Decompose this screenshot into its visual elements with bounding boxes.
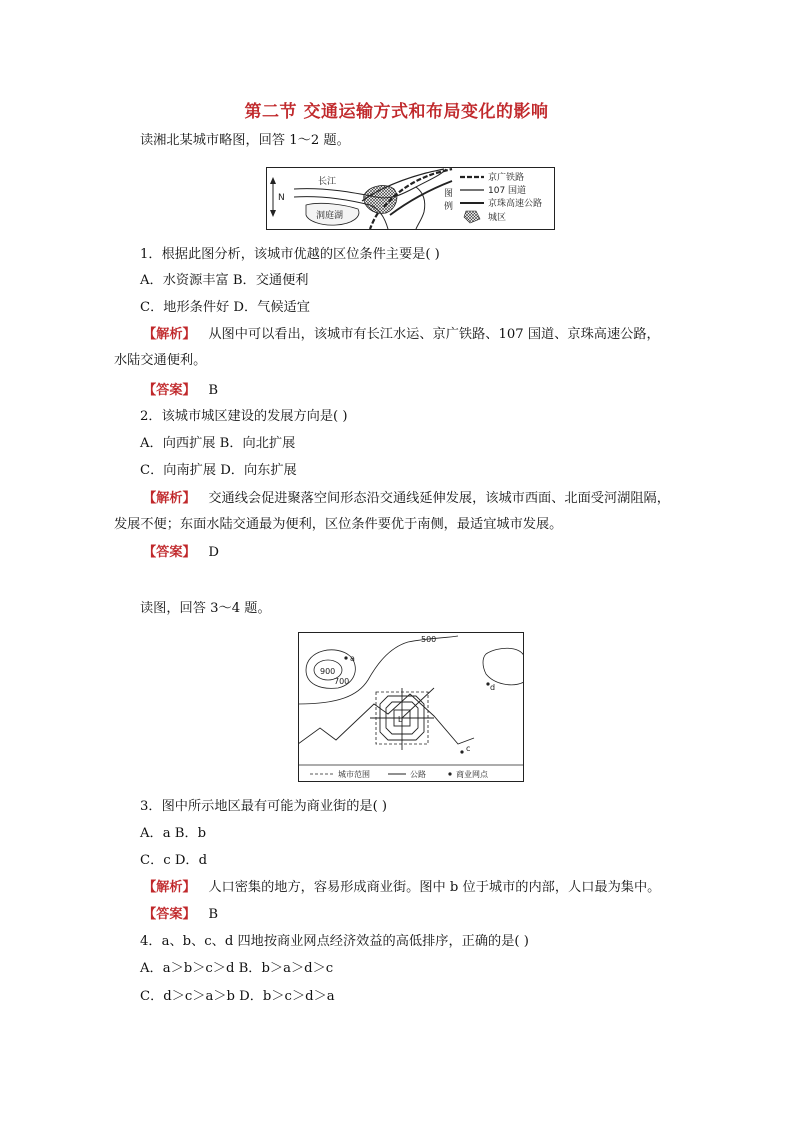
q3-analysis-tag: 【解析】 (143, 880, 196, 895)
q3-answer-tag: 【答案】 (143, 907, 196, 922)
point-c-dot (460, 750, 463, 753)
point-a-dot (344, 656, 347, 659)
intro-q1-2: 读湘北某城市略图，回答 1～2 题。 (140, 133, 350, 148)
q1-stem: 1．根据此图分析，该城市优越的区位条件主要是( ) (140, 247, 440, 262)
q1-answer-tag: 【答案】 (143, 383, 196, 398)
city-sketch-map (266, 167, 555, 230)
contour-900-label: 900 (320, 667, 336, 676)
contour-700-label: 700 (334, 677, 350, 686)
north-label: N (278, 193, 285, 203)
lake-label: 洞庭湖 (316, 211, 344, 221)
q1-answer: B (208, 383, 219, 398)
q2-answer: D (208, 545, 219, 560)
point-c: c (466, 744, 471, 753)
q2-analysis-line1 (143, 490, 670, 508)
q3-options-1: A．a B．b (140, 826, 207, 841)
q2-options-1: A．向西扩展 B．向北扩展 (140, 436, 296, 451)
q2-answer-line (143, 544, 219, 562)
q3-answer: B (208, 907, 219, 922)
q4-stem: 4．a、b、c、d 四地按商业网点经济效益的高低排序，正确的是( ) (140, 934, 529, 949)
legend-road-2: 公路 (410, 770, 426, 779)
legend-shop-symbol (448, 772, 451, 775)
q1-analysis-line1 (143, 326, 660, 344)
point-d: d (490, 683, 496, 692)
contour-city-map (298, 632, 524, 782)
q1-analysis-tag: 【解析】 (143, 327, 196, 342)
legend-expressway: 京珠高速公路 (488, 199, 543, 209)
q3-stem: 3．图中所示地区最有可能为商业街的是( ) (140, 799, 388, 814)
q2-analysis-tag: 【解析】 (143, 491, 196, 506)
q3-analysis-line1 (143, 879, 660, 897)
q1-options-1: A．水资源丰富 B．交通便利 (140, 273, 309, 288)
q4-options-2: C．d＞c＞a＞b D．b＞c＞d＞a (140, 989, 335, 1004)
legend-city: 城区 (488, 213, 507, 223)
legend-label-bottom: 例 (444, 202, 454, 212)
q3-answer-line (143, 906, 218, 924)
point-b: b (398, 715, 404, 724)
legend-road: 107 国道 (488, 186, 527, 196)
q1-analysis-text1: 从图中可以看出，该城市有长江水运、京广铁路、107 国道、京珠高速公路， (208, 327, 660, 342)
yangtze-label: 长江 (318, 177, 337, 187)
q4-options-1: A．a＞b＞c＞d B．b＞a＞d＞c (140, 961, 334, 976)
q2-analysis-text2: 发展不便；东面水陆交通最为便利，区位条件要优于南侧，最适宜城市发展。 (114, 517, 563, 532)
q1-analysis-text2: 水陆交通便利。 (114, 353, 207, 368)
contour-500-label: 500 (421, 635, 437, 644)
intro-q3-4: 读图，回答 3～4 题。 (140, 601, 271, 616)
q2-analysis-text1: 交通线会促进聚落空间形态沿交通线延伸发展，该城市西面、北面受河湖阻隔， (208, 491, 670, 506)
page-title: 第二节 交通运输方式和布局变化的影响 (244, 102, 549, 122)
legend-label-top: 图 (444, 189, 454, 199)
q3-options-2: C．c D．d (140, 853, 208, 868)
point-a: a (350, 654, 355, 663)
q3-analysis-text1: 人口密集的地方，容易形成商业街。图中 b 位于城市的内部，人口最为集中。 (208, 880, 661, 895)
legend-shop: 商业网点 (456, 770, 488, 779)
q2-options-2: C．向南扩展 D．向东扩展 (140, 463, 297, 478)
q2-answer-tag: 【答案】 (143, 545, 196, 560)
q1-answer-line (143, 382, 218, 400)
legend-city-range: 城市范围 (338, 770, 370, 779)
q1-options-2: C．地形条件好 D．气候适宜 (140, 300, 310, 315)
q2-stem: 2．该城市城区建设的发展方向是( ) (140, 409, 348, 424)
legend-railway: 京广铁路 (488, 173, 525, 183)
